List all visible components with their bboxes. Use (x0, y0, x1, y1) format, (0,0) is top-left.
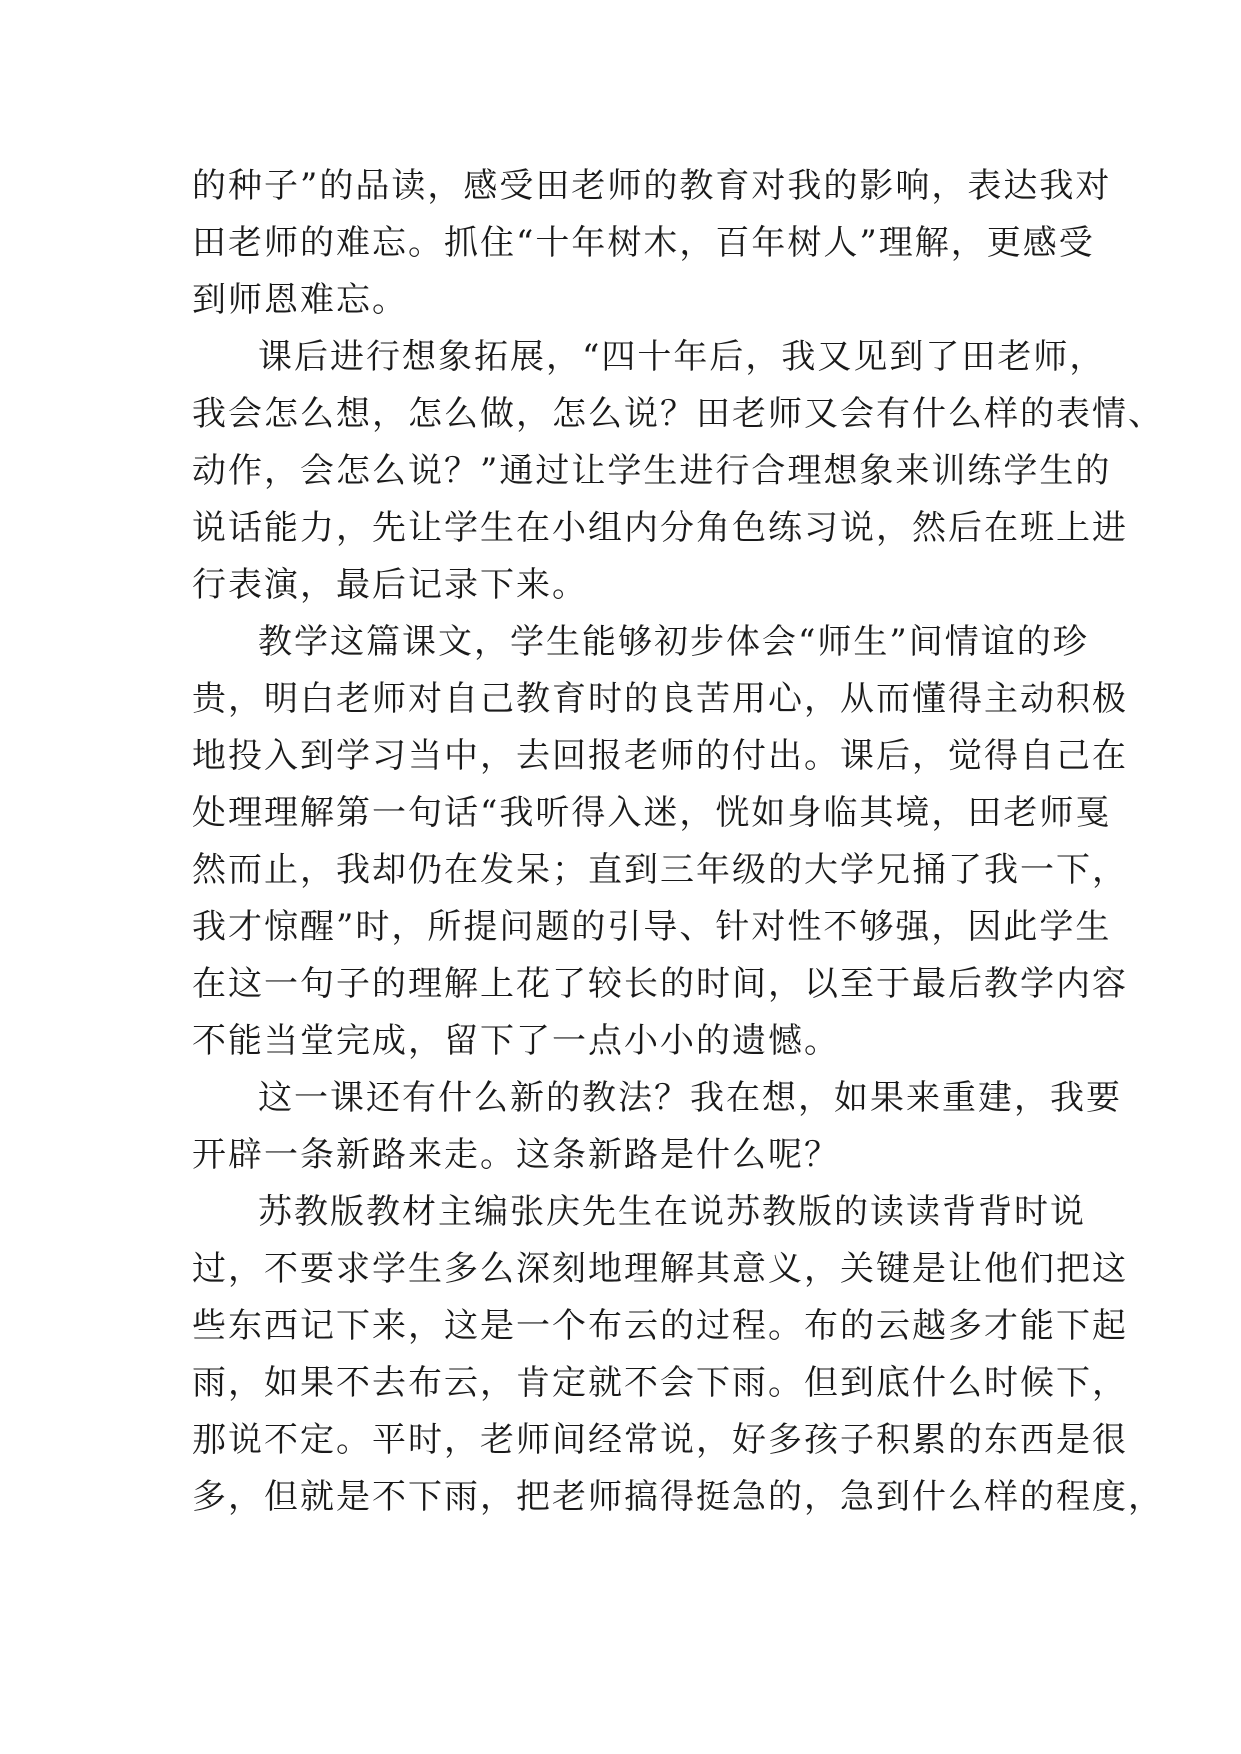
text-line: 说话能力，先让学生在小组内分角色练习说，然后在班上进 (192, 508, 1128, 548)
paragraph-first-line: 课后进行想象拓展，“四十年后，我又见到了田老师， (258, 337, 1106, 377)
text-line: 多，但就是不下雨，把老师搞得挺急的，急到什么样的程度， (192, 1477, 1164, 1517)
text-line: 处理理解第一句话“我听得入迷，恍如身临其境，田老师戛 (192, 793, 1112, 833)
text-line: 我会怎么想，怎么做，怎么说？田老师又会有什么样的表情、 (192, 394, 1164, 434)
text-line: 在这一句子的理解上花了较长的时间，以至于最后教学内容 (192, 964, 1128, 1004)
text-line: 些东西记下来，这是一个布云的过程。布的云越多才能下起 (192, 1306, 1128, 1346)
paragraph-first-line: 教学这篇课文，学生能够初步体会“师生”间情谊的珍 (258, 622, 1089, 662)
text-line: 行表演，最后记录下来。 (192, 565, 588, 605)
text-line: 田老师的难忘。抓住“十年树木，百年树人”理解，更感受 (192, 223, 1095, 263)
text-line: 那说不定。平时，老师间经常说，好多孩子积累的东西是很 (192, 1420, 1128, 1460)
paragraph-first-line: 苏教版教材主编张庆先生在说苏教版的读读背背时说 (258, 1192, 1086, 1232)
text-line: 不能当堂完成，留下了一点小小的遗憾。 (192, 1021, 840, 1061)
paragraph-first-line: 这一课还有什么新的教法？我在想，如果来重建，我要 (258, 1078, 1122, 1118)
text-line: 地投入到学习当中，去回报老师的付出。课后，觉得自己在 (192, 736, 1128, 776)
text-line: 我才惊醒”时，所提问题的引导、针对性不够强，因此学生 (192, 907, 1112, 947)
text-line: 的种子”的品读，感受田老师的教育对我的影响，表达我对 (192, 166, 1112, 206)
text-line: 开辟一条新路来走。这条新路是什么呢？ (192, 1135, 840, 1175)
text-line: 过，不要求学生多么深刻地理解其意义，关键是让他们把这 (192, 1249, 1128, 1289)
text-line: 动作，会怎么说？”通过让学生进行合理想象来训练学生的 (192, 451, 1112, 491)
text-line: 然而止，我却仍在发呆；直到三年级的大学兄捅了我一下， (192, 850, 1128, 890)
text-line: 雨，如果不去布云，肯定就不会下雨。但到底什么时候下， (192, 1363, 1128, 1403)
text-line: 贵，明白老师对自己教育时的良苦用心，从而懂得主动积极 (192, 679, 1128, 719)
document-body (192, 158, 1164, 1526)
text-line: 到师恩难忘。 (192, 280, 408, 320)
